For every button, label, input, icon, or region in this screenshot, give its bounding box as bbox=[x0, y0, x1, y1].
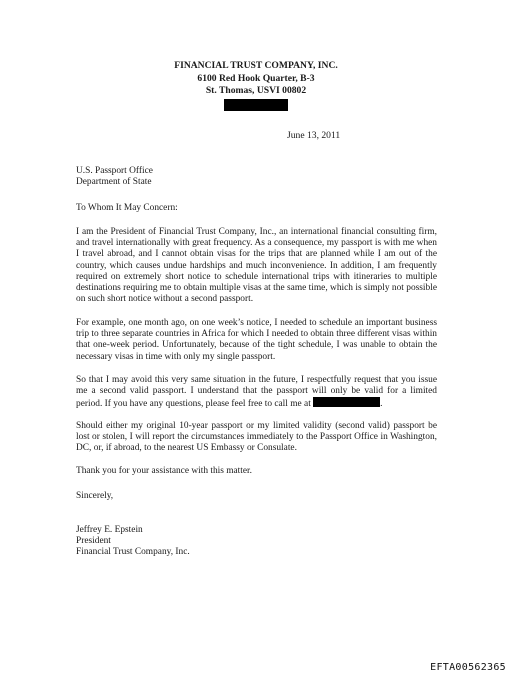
signer-company: Financial Trust Company, Inc. bbox=[76, 547, 190, 558]
paragraph-4: Should either my original 10-year passport or my limited validity (second valid) passport be lost or stolen, I will report the circumstances immediately to the Passport Office in Washington, DC, or, if abroad, to the nearest US Embassy or Consulate. bbox=[76, 421, 437, 454]
signer-name: Jeffrey E. Epstein bbox=[76, 525, 143, 535]
paragraph-3-text: So that I may avoid this very same situation in the future, I respectfully request that you issue me a second valid passport. I understand that the passport will only be valid for a limited period. If you have any questions, please feel free to call me at bbox=[76, 375, 437, 410]
company-name: FINANCIAL TRUST COMPANY, INC. bbox=[174, 60, 338, 71]
salutation: To Whom It May Concern: bbox=[76, 203, 178, 213]
thanks-line: Thank you for your assistance with this matter. bbox=[76, 466, 253, 476]
closing: Sincerely, bbox=[76, 491, 114, 501]
signature-block bbox=[76, 525, 437, 559]
recipient-block bbox=[76, 166, 437, 188]
paragraph-2: For example, one month ago, on one week’s notice, I needed to schedule an important business trip to three separate countries in Africa for which I needed to obtain three different visas within that one-week period. Unfortunately, because of the tight schedule, I was unable to obtain the necessary visas in time with only my single passport. bbox=[76, 318, 437, 362]
bates-number: EFTA00562365 bbox=[430, 662, 506, 673]
recipient-line-2: Department of State bbox=[76, 177, 152, 188]
paragraph-3-end: . bbox=[380, 399, 383, 410]
address-line-2: St. Thomas, USVI 00802 bbox=[205, 85, 307, 96]
address-line-1: 6100 Red Hook Quarter, B-3 bbox=[197, 72, 315, 84]
redaction-box bbox=[224, 99, 288, 111]
recipient-line-1: U.S. Passport Office bbox=[76, 166, 153, 176]
letterhead bbox=[0, 60, 512, 111]
redaction-box-phone bbox=[313, 397, 383, 410]
signer-title: President bbox=[76, 536, 111, 547]
paragraph-1: I am the President of Financial Trust Company, Inc., an international financial consulting firm, and travel internationally with great frequency. As a consequence, my passport is with me when I travel abroad, and I cannot obtain visas for the trips that are planned while I am out of the country, which causes undue hardships and much inconvenience. In addition, I am frequently required on extremely short notice to schedule international trips with itineraries to multiple destinations requiring me to obtain multiple visas at the same time, which is simply not possible on such short notice without a second passport. bbox=[76, 227, 437, 305]
letter-date: June 13, 2011 bbox=[287, 130, 341, 141]
paragraph-3 bbox=[76, 375, 437, 411]
